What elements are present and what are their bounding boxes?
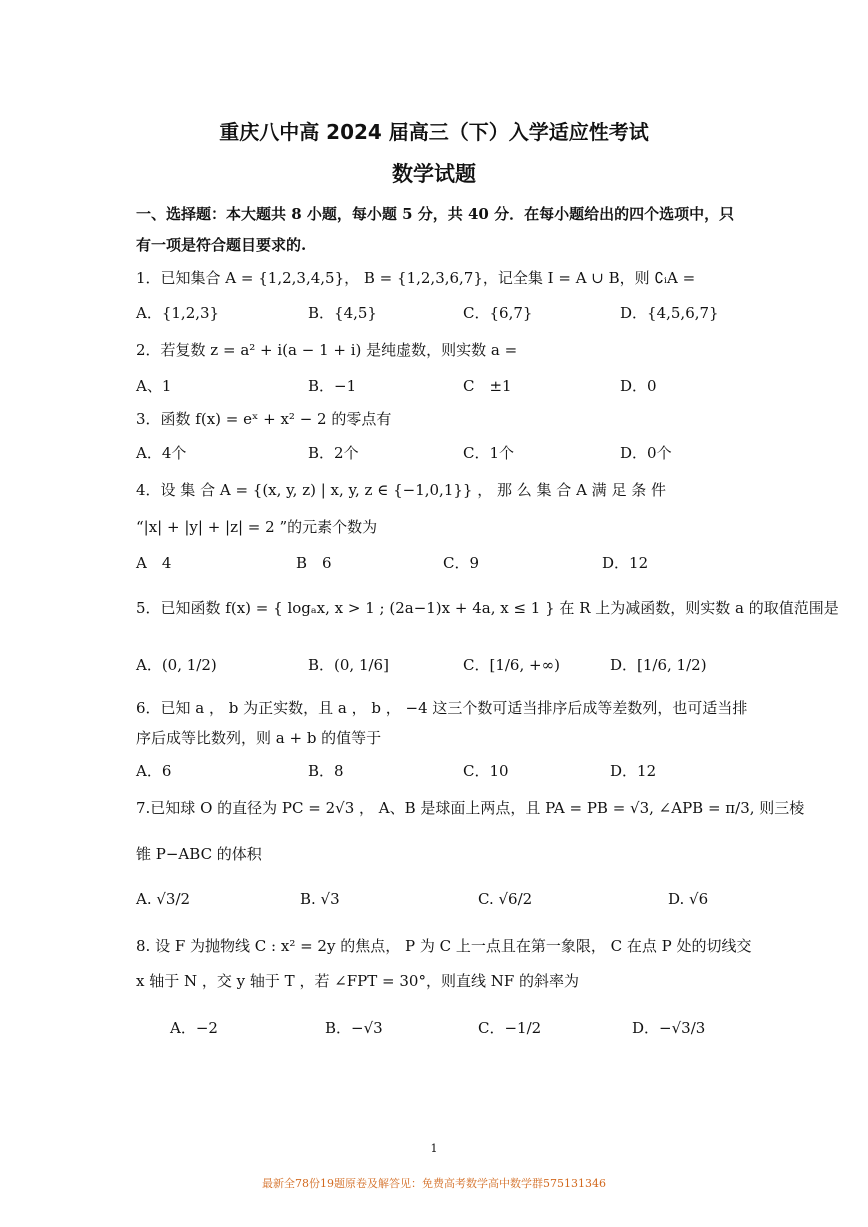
question-3-option-a: A．4个: [136, 444, 187, 462]
question-8-text-line2: x 轴于 N ，交 y 轴于 T ，若 ∠FPT = 30°，则直线 NF 的斜率为: [136, 972, 580, 990]
question-5-option-d: D．[1/6, 1/2): [610, 656, 707, 674]
question-8-text-line1: 8. 设 F 为抛物线 C : x² = 2y 的焦点， P 为 C 上一点且在第一象限， C 在点 P 处的切线交: [136, 937, 752, 955]
question-6-option-b: B．8: [308, 762, 344, 780]
section-heading-line1: 一、选择题：本大题共 8 小题，每小题 5 分，共 40 分．在每小题给出的四个选项中，只: [136, 205, 735, 223]
question-1-text: 1．已知集合 A = {1,2,3,4,5}， B = {1,2,3,6,7}，记全集 I = A ∪ B，则 ∁ᵢA =: [136, 269, 696, 287]
question-3-text: 3．函数 f(x) = eˣ + x² − 2 的零点有: [136, 410, 392, 428]
question-3-option-b: B．2个: [308, 444, 359, 462]
question-6-text-line1: 6．已知 a ， b 为正实数，且 a ， b ， −4 这三个数可适当排序后成等差数列，也可适当排: [136, 699, 748, 717]
section-heading-line2: 有一项是符合题目要求的.: [136, 236, 307, 254]
question-5-option-c: C．[1/6, +∞): [463, 656, 560, 674]
question-4-option-c: C．9: [443, 554, 480, 572]
question-8-option-c: C．−1/2: [478, 1019, 542, 1037]
question-4-text-line2: “|x| + |y| + |z| = 2 ”的元素个数为: [136, 518, 378, 536]
question-6-option-a: A．6: [136, 762, 172, 780]
question-2-text: 2．若复数 z = a² + i(a − 1 + i) 是纯虚数，则实数 a =: [136, 341, 518, 359]
question-4-text-line1: 4．设 集 合 A = {(x, y, z) | x, y, z ∈ {−1,0,1}} ， 那 么 集 合 A 满 足 条 件: [136, 481, 666, 499]
question-5-text: 5．已知函数 f(x) = { logₐx, x > 1 ; (2a−1)x + 4a, x ≤ 1 } 在 R 上为减函数，则实数 a 的取值范围是: [136, 599, 839, 617]
question-4-option-d: D．12: [602, 554, 649, 572]
question-6-option-c: C．10: [463, 762, 509, 780]
exam-subtitle: 数学试题: [392, 162, 476, 186]
question-7-text-line2: 锥 P−ABC 的体积: [136, 845, 262, 863]
question-8-option-a: A．−2: [170, 1019, 218, 1037]
page-number: 1: [430, 1142, 438, 1155]
question-4-option-a: A 4: [136, 554, 172, 572]
question-6-option-d: D．12: [610, 762, 657, 780]
question-1-option-c: C．{6,7}: [463, 304, 533, 322]
question-5-option-a: A．(0, 1/2): [136, 656, 217, 674]
question-6-text-line2: 序后成等比数列，则 a + b 的值等于: [136, 729, 382, 747]
question-2-option-b: B．−1: [308, 377, 357, 395]
question-1-option-d: D．{4,5,6,7}: [620, 304, 719, 322]
question-8-option-d: D．−√3/3: [632, 1019, 706, 1037]
footer-promo-text: 最新全78份19题原卷及解答见：免费高考数学高中数学群575131346: [262, 1177, 606, 1190]
question-4-option-b: B 6: [296, 554, 332, 572]
question-1-option-a: A．{1,2,3}: [136, 304, 220, 322]
question-7-option-b: B. √3: [300, 890, 340, 908]
question-7-option-c: C. √6/2: [478, 890, 533, 908]
question-5-option-b: B．(0, 1/6]: [308, 656, 389, 674]
question-3-option-c: C．1个: [463, 444, 515, 462]
question-2-option-c: C ±1: [463, 377, 512, 395]
question-2-option-d: D．0: [620, 377, 657, 395]
question-7-option-a: A. √3/2: [136, 890, 191, 908]
question-8-option-b: B．−√3: [325, 1019, 383, 1037]
question-2-option-a: A、1: [136, 377, 172, 395]
question-7-text-line1: 7.已知球 O 的直径为 PC = 2√3 ， A、B 是球面上两点，且 PA = PB = √3, ∠APB = π/3, 则三棱: [136, 799, 805, 817]
exam-title: 重庆八中高 2024 届高三（下）入学适应性考试: [219, 120, 649, 144]
question-3-option-d: D．0个: [620, 444, 672, 462]
question-1-option-b: B．{4,5}: [308, 304, 377, 322]
question-7-option-d: D. √6: [668, 890, 709, 908]
